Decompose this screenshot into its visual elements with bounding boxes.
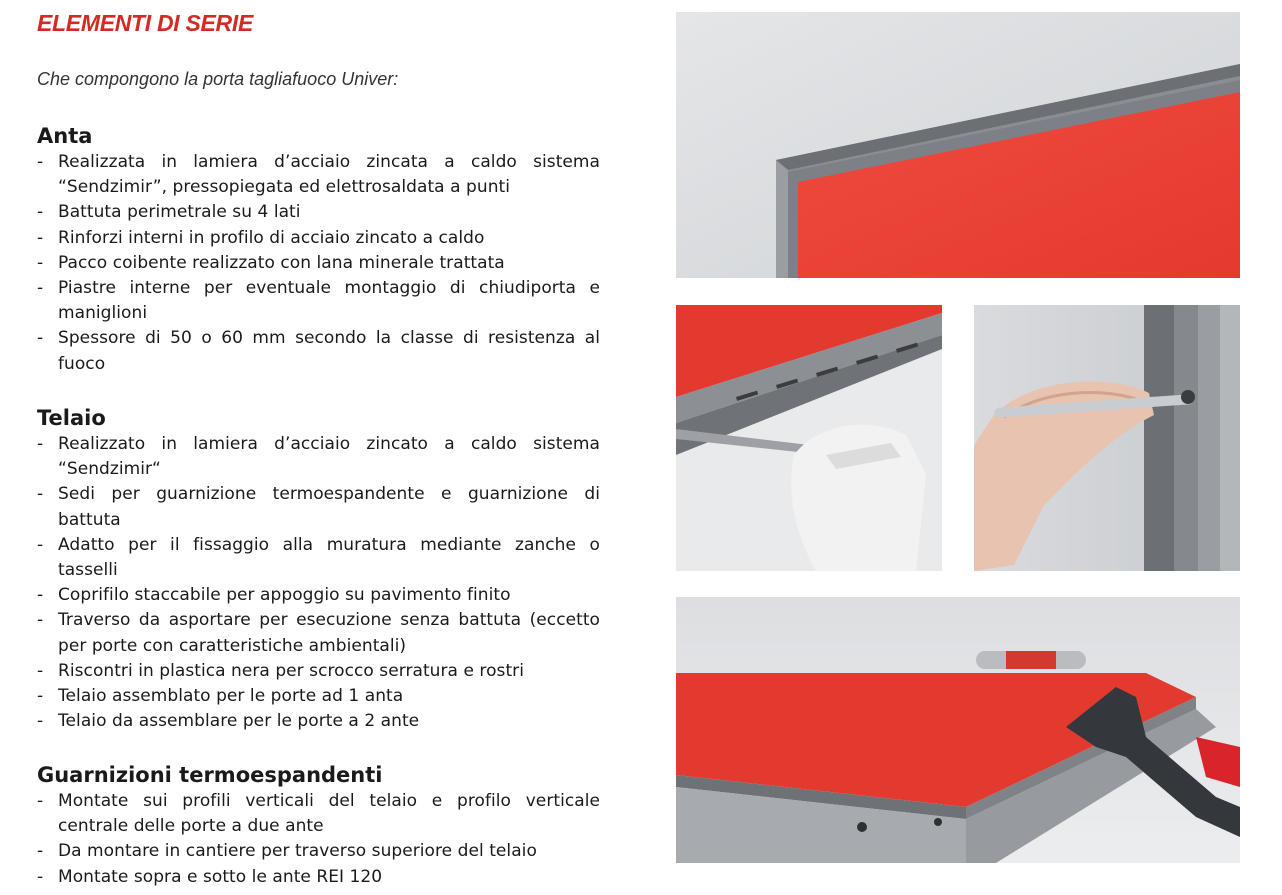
section-anta: [37, 123, 600, 377]
list-item: - Montate sui profili verticali del telaio e profilo verticale centrale delle porte a due ante: [37, 789, 600, 839]
list-item: - Spessore di 50 o 60 mm secondo la classe di resistenza al fuoco: [37, 326, 600, 376]
feature-list: [37, 150, 600, 377]
list-item: - Battuta perimetrale su 4 lati: [37, 200, 600, 225]
list-item: - Riscontri in plastica nera per scrocco serratura e rostri: [37, 659, 600, 684]
list-item: - Sedi per guarnizione termoespandente e guarnizione di battuta: [37, 482, 600, 532]
section-guarnizioni: [37, 762, 600, 890]
list-item: - Realizzato in lamiera d’acciaio zincato a caldo sistema “Sendzimir“: [37, 432, 600, 482]
list-item: - Montate sopra e sotto le ante REI 120: [37, 865, 600, 890]
list-item: - Piastre interne per eventuale montaggio di chiudiporta e maniglioni: [37, 276, 600, 326]
section-title: Telaio: [37, 406, 106, 430]
section-telaio: [37, 405, 600, 734]
frame-dowel-photo: [974, 305, 1240, 571]
list-item: - Realizzata in lamiera d’acciaio zincata a caldo sistema “Sendzimir”, pressopiegata ed elettrosaldata a punti: [37, 150, 600, 200]
feature-list: [37, 432, 600, 734]
hinge-pliers-photo: [676, 597, 1240, 863]
subtitle: Che compongono la porta tagliafuoco Univer:: [37, 69, 399, 89]
section-title: Guarnizioni termoespandenti: [37, 763, 383, 787]
list-item: - Adatto per il fissaggio alla muratura mediante zanche o tasselli: [37, 533, 600, 583]
list-item: - Rinforzi interni in profilo di acciaio zincato a caldo: [37, 226, 600, 251]
list-item: - Telaio assemblato per le porte ad 1 anta: [37, 684, 600, 709]
section-heading: ELEMENTI DI SERIE: [37, 10, 253, 36]
list-item: - Pacco coibente realizzato con lana minerale trattata: [37, 251, 600, 276]
list-item: - Telaio da assemblare per le porte a 2 ante: [37, 709, 600, 734]
list-item: - Da montare in cantiere per traverso superiore del telaio: [37, 839, 600, 864]
section-title: Anta: [37, 124, 93, 148]
door-corner-photo: [676, 12, 1240, 278]
feature-list: [37, 789, 600, 890]
list-item: - Traverso da asportare per esecuzione senza battuta (eccetto per porte con caratteristiche ambientali): [37, 608, 600, 658]
frame-anchor-photo: [676, 305, 942, 571]
list-item: - Coprifilo staccabile per appoggio su pavimento finito: [37, 583, 600, 608]
